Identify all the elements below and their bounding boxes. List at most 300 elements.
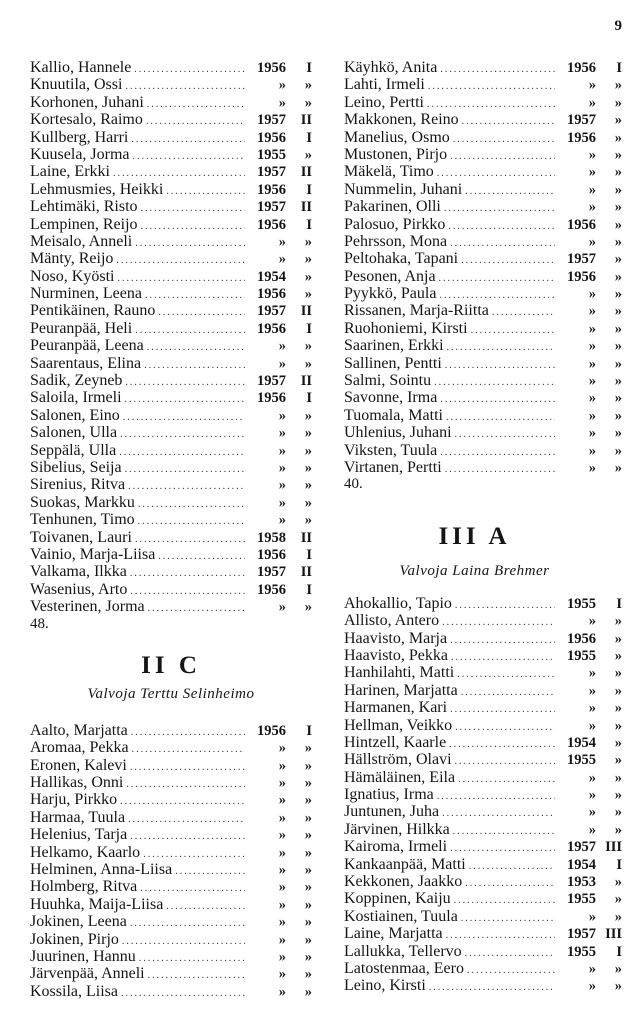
birth-year: » (278, 948, 286, 965)
student-name: Makkonen, Reino (344, 111, 459, 129)
dot-leader (465, 875, 555, 892)
dot-leader (449, 736, 555, 753)
page-number: 9 (614, 18, 622, 34)
birth-year: 1957 (257, 564, 286, 581)
student-name: Suokas, Markku (30, 493, 135, 511)
student-name: Järvenpää, Anneli (30, 965, 145, 983)
student-name: Kortesalo, Raimo (30, 111, 143, 129)
class-numeral: I (306, 216, 312, 233)
student-name: Kallio, Hannele (30, 59, 132, 76)
birth-year: » (588, 804, 596, 821)
student-row (344, 337, 622, 354)
birth-year: 1957 (567, 251, 596, 268)
class-numeral: » (614, 233, 622, 250)
student-name: Huuhka, Maija-Liisa (30, 895, 164, 913)
student-name: Knuutila, Ossi (30, 76, 123, 94)
student-name: Meisalo, Anneli (30, 232, 133, 250)
student-name: Salonen, Ulla (30, 424, 118, 442)
class-numeral: » (304, 355, 312, 372)
student-row (30, 931, 312, 948)
student-name: Pyykkö, Paula (344, 285, 437, 303)
student-name: Sadik, Zeyneb (30, 372, 123, 390)
dot-leader (135, 322, 245, 339)
birth-year: » (278, 338, 286, 355)
class-numeral: » (304, 251, 312, 268)
class-numeral: » (304, 827, 312, 844)
birth-year: » (278, 77, 286, 94)
student-name: Harju, Pirkko (30, 791, 118, 809)
student-name: Salonen, Eino (30, 406, 120, 424)
birth-year: » (278, 757, 286, 774)
student-name: Seppälä, Ulla (30, 441, 117, 459)
student-row (30, 844, 312, 861)
dot-leader (135, 235, 245, 252)
class-numeral: » (614, 199, 622, 216)
student-row (30, 511, 312, 528)
birth-year: » (278, 844, 286, 861)
student-name: Saloila, Irmeli (30, 389, 122, 407)
dot-leader (455, 426, 555, 443)
student-name: Mustonen, Pirjo (344, 145, 448, 163)
class-numeral: III (605, 926, 622, 943)
dot-leader (141, 218, 245, 235)
class-numeral: I (306, 581, 312, 598)
dot-leader (123, 409, 245, 426)
class-numeral: I (306, 129, 312, 146)
student-name: Rissanen, Marja-Riitta (344, 302, 489, 320)
dot-leader (147, 96, 245, 113)
dot-leader (450, 235, 555, 252)
student-row (344, 268, 622, 285)
student-row (344, 838, 622, 855)
class-numeral: » (614, 164, 622, 181)
student-row (344, 664, 622, 681)
student-row (344, 320, 622, 337)
dot-leader (461, 684, 555, 701)
birth-year: » (588, 613, 596, 630)
student-name: Laine, Marjatta (344, 925, 443, 943)
student-row (30, 407, 312, 424)
birth-year: 1957 (257, 199, 286, 216)
birth-year: » (588, 665, 596, 682)
dot-leader (126, 776, 245, 793)
student-row (344, 59, 622, 76)
student-row (344, 612, 622, 629)
student-row (344, 925, 622, 942)
class-numeral: » (304, 494, 312, 511)
student-row (30, 563, 312, 580)
class-numeral: III (605, 839, 622, 856)
birth-year: » (588, 700, 596, 717)
class-numeral: » (304, 844, 312, 861)
birth-year: » (278, 233, 286, 250)
dot-leader (454, 892, 555, 909)
dot-leader (158, 548, 245, 565)
student-name: Helenius, Tarja (30, 826, 128, 844)
dot-leader (145, 287, 245, 304)
student-row (344, 960, 622, 977)
student-row (344, 389, 622, 406)
student-row (344, 803, 622, 820)
class-numeral: » (304, 896, 312, 913)
dot-leader (158, 304, 245, 321)
dot-leader (440, 61, 555, 78)
student-name: Pentikäinen, Rauno (30, 302, 156, 320)
dot-leader (450, 148, 555, 165)
birth-year: 1955 (257, 146, 286, 163)
student-name: Palosuo, Pirkko (344, 215, 446, 233)
student-name: Tuomala, Matti (344, 406, 443, 424)
student-row (30, 948, 312, 965)
class-numeral: » (614, 425, 622, 442)
birth-year: » (588, 769, 596, 786)
dot-leader (437, 788, 555, 805)
birth-year: » (588, 286, 596, 303)
student-row (344, 424, 622, 441)
dot-leader (465, 945, 555, 962)
dot-leader (439, 270, 555, 287)
dot-leader (138, 496, 245, 513)
birth-year: » (278, 809, 286, 826)
student-name: Juurinen, Hannu (30, 947, 136, 965)
student-row (30, 198, 312, 215)
birth-year: 1956 (257, 581, 286, 598)
dot-leader (465, 183, 555, 200)
birth-year: » (278, 740, 286, 757)
class-numeral: » (614, 407, 622, 424)
student-row (30, 757, 312, 774)
birth-year: » (278, 931, 286, 948)
dot-leader (451, 649, 555, 666)
birth-year: 1956 (257, 60, 286, 76)
class-numeral: » (614, 787, 622, 804)
birth-year: 1956 (257, 390, 286, 407)
class-numeral: » (304, 146, 312, 163)
student-row (30, 861, 312, 878)
section-supervisor-iii-a: Valvoja Laina Brehmer (399, 562, 550, 579)
birth-year: 1957 (567, 112, 596, 129)
dot-leader (448, 218, 555, 235)
birth-year: 1957 (257, 303, 286, 320)
birth-year: » (278, 599, 286, 616)
class-numeral: » (304, 459, 312, 476)
student-row (30, 965, 312, 982)
student-row (30, 320, 312, 337)
right-column (344, 59, 622, 995)
student-name: Valkama, Ilkka (30, 563, 127, 581)
class-numeral: I (616, 856, 622, 873)
dot-leader (130, 583, 245, 600)
dot-leader (440, 391, 555, 408)
student-name: Ignatius, Irma (344, 786, 434, 804)
student-row (344, 682, 622, 699)
student-name: Kossila, Liisa (30, 982, 118, 1000)
dot-leader (455, 597, 555, 614)
class-numeral: I (306, 390, 312, 407)
student-row (344, 630, 622, 647)
student-name: Lallukka, Tellervo (344, 942, 462, 960)
right-list-2 (344, 595, 622, 995)
student-name: Latostenmaa, Eero (344, 959, 464, 977)
student-name: Lehtimäki, Risto (30, 198, 138, 216)
birth-year: 1956 (257, 129, 286, 146)
dot-leader (141, 200, 245, 217)
student-row (344, 459, 622, 476)
class-numeral: I (616, 595, 622, 612)
student-name: Wasenius, Arto (30, 580, 128, 598)
birth-year: » (278, 355, 286, 372)
birth-year: » (588, 787, 596, 804)
student-row (344, 977, 622, 994)
birth-year: » (278, 896, 286, 913)
section-title-ii-c: II C (141, 651, 201, 679)
dot-leader (128, 478, 245, 495)
class-numeral: I (616, 943, 622, 960)
student-row (344, 769, 622, 786)
class-numeral: II (300, 564, 312, 581)
student-row (344, 595, 622, 612)
student-row (30, 372, 312, 389)
dot-leader (125, 391, 245, 408)
student-name: Sibelius, Seija (30, 458, 122, 476)
dot-leader (146, 113, 245, 130)
student-name: Leino, Pertti (344, 93, 424, 111)
student-name: Juntunen, Juha (344, 803, 440, 821)
dot-leader (462, 113, 555, 130)
right-list-1-total: 40. (344, 476, 363, 493)
left-list-1 (30, 59, 312, 616)
class-numeral: II (300, 373, 312, 390)
student-row (30, 581, 312, 598)
birth-year: » (588, 199, 596, 216)
birth-year: » (278, 879, 286, 896)
dot-leader (471, 322, 555, 339)
student-row (30, 181, 312, 198)
student-row (344, 302, 622, 319)
dot-leader (120, 426, 245, 443)
student-name: Manelius, Osmo (344, 128, 450, 146)
student-row (30, 529, 312, 546)
class-numeral: » (614, 734, 622, 751)
birth-year: 1954 (567, 734, 596, 751)
birth-year: » (588, 717, 596, 734)
student-name: Harmanen, Kari (344, 699, 448, 717)
class-numeral: » (304, 983, 312, 1000)
student-name: Kekkonen, Jaakko (344, 873, 463, 891)
class-numeral: » (614, 320, 622, 337)
birth-year: » (278, 966, 286, 983)
student-name: Hämäläinen, Eila (344, 768, 456, 786)
student-name: Harmaa, Tuula (30, 808, 126, 826)
student-row (344, 129, 622, 146)
student-name: Virtanen, Pertti (344, 458, 442, 476)
birth-year: 1956 (567, 216, 596, 233)
dot-leader (467, 962, 555, 979)
class-numeral: I (306, 60, 312, 76)
class-numeral: » (304, 94, 312, 111)
dot-leader (450, 632, 555, 649)
class-numeral: » (614, 146, 622, 163)
class-numeral: II (300, 303, 312, 320)
student-row (344, 647, 622, 664)
class-numeral: I (306, 181, 312, 198)
student-row (344, 285, 622, 302)
dot-leader (125, 374, 245, 391)
student-row (344, 717, 622, 734)
dot-leader (130, 759, 245, 776)
dot-leader (492, 304, 555, 321)
class-numeral: » (304, 757, 312, 774)
student-row (344, 442, 622, 459)
dot-leader (125, 461, 245, 478)
student-name: Jokinen, Leena (30, 913, 127, 931)
class-numeral: » (304, 512, 312, 529)
birth-year: 1957 (567, 839, 596, 856)
birth-year: » (588, 407, 596, 424)
left-list-1-total: 48. (30, 615, 49, 632)
class-numeral: » (304, 425, 312, 442)
birth-year: 1956 (567, 268, 596, 285)
dot-leader (429, 979, 555, 996)
dot-leader (148, 967, 245, 984)
class-numeral: » (614, 338, 622, 355)
class-numeral: » (304, 233, 312, 250)
student-row (344, 146, 622, 163)
student-name: Peuranpää, Leena (30, 337, 144, 355)
class-numeral: » (304, 948, 312, 965)
student-name: Hanhilahti, Matti (344, 664, 455, 682)
birth-year: » (278, 425, 286, 442)
dot-leader (446, 927, 555, 944)
class-numeral: » (614, 630, 622, 647)
class-numeral: » (614, 717, 622, 734)
student-name: Nurminen, Leena (30, 285, 142, 303)
student-row (30, 389, 312, 406)
student-row (30, 285, 312, 302)
birth-year: » (278, 94, 286, 111)
class-numeral: » (614, 874, 622, 891)
student-row (30, 722, 312, 739)
dot-leader (131, 724, 245, 741)
birth-year: » (588, 233, 596, 250)
class-numeral: I (306, 546, 312, 563)
dot-leader (447, 339, 555, 356)
student-row (344, 233, 622, 250)
student-name: Allisto, Antero (344, 612, 440, 630)
class-numeral: II (300, 199, 312, 216)
left-list-2 (30, 722, 312, 1000)
student-name: Viksten, Tuula (344, 441, 438, 459)
student-name: Koppinen, Kaiju (344, 890, 451, 908)
birth-year: » (588, 181, 596, 198)
dot-leader (442, 805, 555, 822)
student-row (30, 476, 312, 493)
class-numeral: I (306, 722, 312, 739)
class-numeral: » (304, 599, 312, 616)
student-row (30, 129, 312, 146)
student-row (344, 751, 622, 768)
student-row (30, 809, 312, 826)
dot-leader (442, 614, 555, 631)
student-row (30, 878, 312, 895)
class-numeral: » (614, 769, 622, 786)
right-list-1 (344, 59, 622, 476)
student-row (30, 896, 312, 913)
student-name: Hällström, Olavi (344, 751, 452, 769)
student-row (30, 302, 312, 319)
class-numeral: II (300, 112, 312, 129)
birth-year: » (588, 146, 596, 163)
student-row (344, 890, 622, 907)
dot-leader (457, 666, 555, 683)
student-row (344, 407, 622, 424)
class-numeral: » (614, 978, 622, 995)
student-name: Pesonen, Anja (344, 267, 436, 285)
birth-year: » (588, 908, 596, 925)
class-numeral: » (614, 390, 622, 407)
dot-leader (131, 131, 245, 148)
birth-year: » (278, 251, 286, 268)
student-name: Kairoma, Irmeli (344, 838, 448, 856)
student-name: Vesterinen, Jorma (30, 598, 145, 616)
class-numeral: » (614, 908, 622, 925)
student-name: Pehrsson, Mona (344, 232, 448, 250)
dot-leader (166, 183, 245, 200)
student-name: Savonne, Irma (344, 389, 438, 407)
class-numeral: » (614, 647, 622, 664)
dot-leader (446, 409, 555, 426)
student-row (30, 546, 312, 563)
birth-year: 1956 (567, 129, 596, 146)
student-row (344, 94, 622, 111)
student-row (344, 216, 622, 233)
student-name: Uhlenius, Juhani (344, 424, 452, 442)
class-numeral: » (614, 752, 622, 769)
birth-year: » (588, 303, 596, 320)
class-numeral: » (614, 682, 622, 699)
student-row (30, 111, 312, 128)
student-name: Holmberg, Ritva (30, 878, 138, 896)
student-row (344, 181, 622, 198)
student-row (30, 459, 312, 476)
birth-year: 1953 (567, 874, 596, 891)
student-name: Käyhkö, Anita (344, 59, 438, 76)
dot-leader (132, 741, 245, 758)
dot-leader (450, 701, 555, 718)
class-numeral: » (614, 303, 622, 320)
birth-year: 1957 (257, 164, 286, 181)
birth-year: 1955 (567, 943, 596, 960)
birth-year: 1957 (567, 926, 596, 943)
class-numeral: I (616, 60, 622, 76)
student-row (30, 216, 312, 233)
class-numeral: » (304, 407, 312, 424)
student-name: Leino, Kirsti (344, 977, 426, 995)
birth-year: 1956 (257, 181, 286, 198)
dot-leader (130, 565, 245, 582)
student-name: Hintzell, Kaarle (344, 733, 447, 751)
birth-year: » (278, 792, 286, 809)
class-numeral: » (614, 804, 622, 821)
section-supervisor-ii-c: Valvoja Terttu Selinheimo (87, 685, 255, 702)
birth-year: » (588, 355, 596, 372)
dot-leader (440, 444, 555, 461)
birth-year: » (588, 682, 596, 699)
student-name: Lempinen, Reijo (30, 215, 138, 233)
birth-year: 1955 (567, 752, 596, 769)
student-row (30, 983, 312, 1000)
student-name: Ruohoniemi, Kirsti (344, 319, 468, 337)
